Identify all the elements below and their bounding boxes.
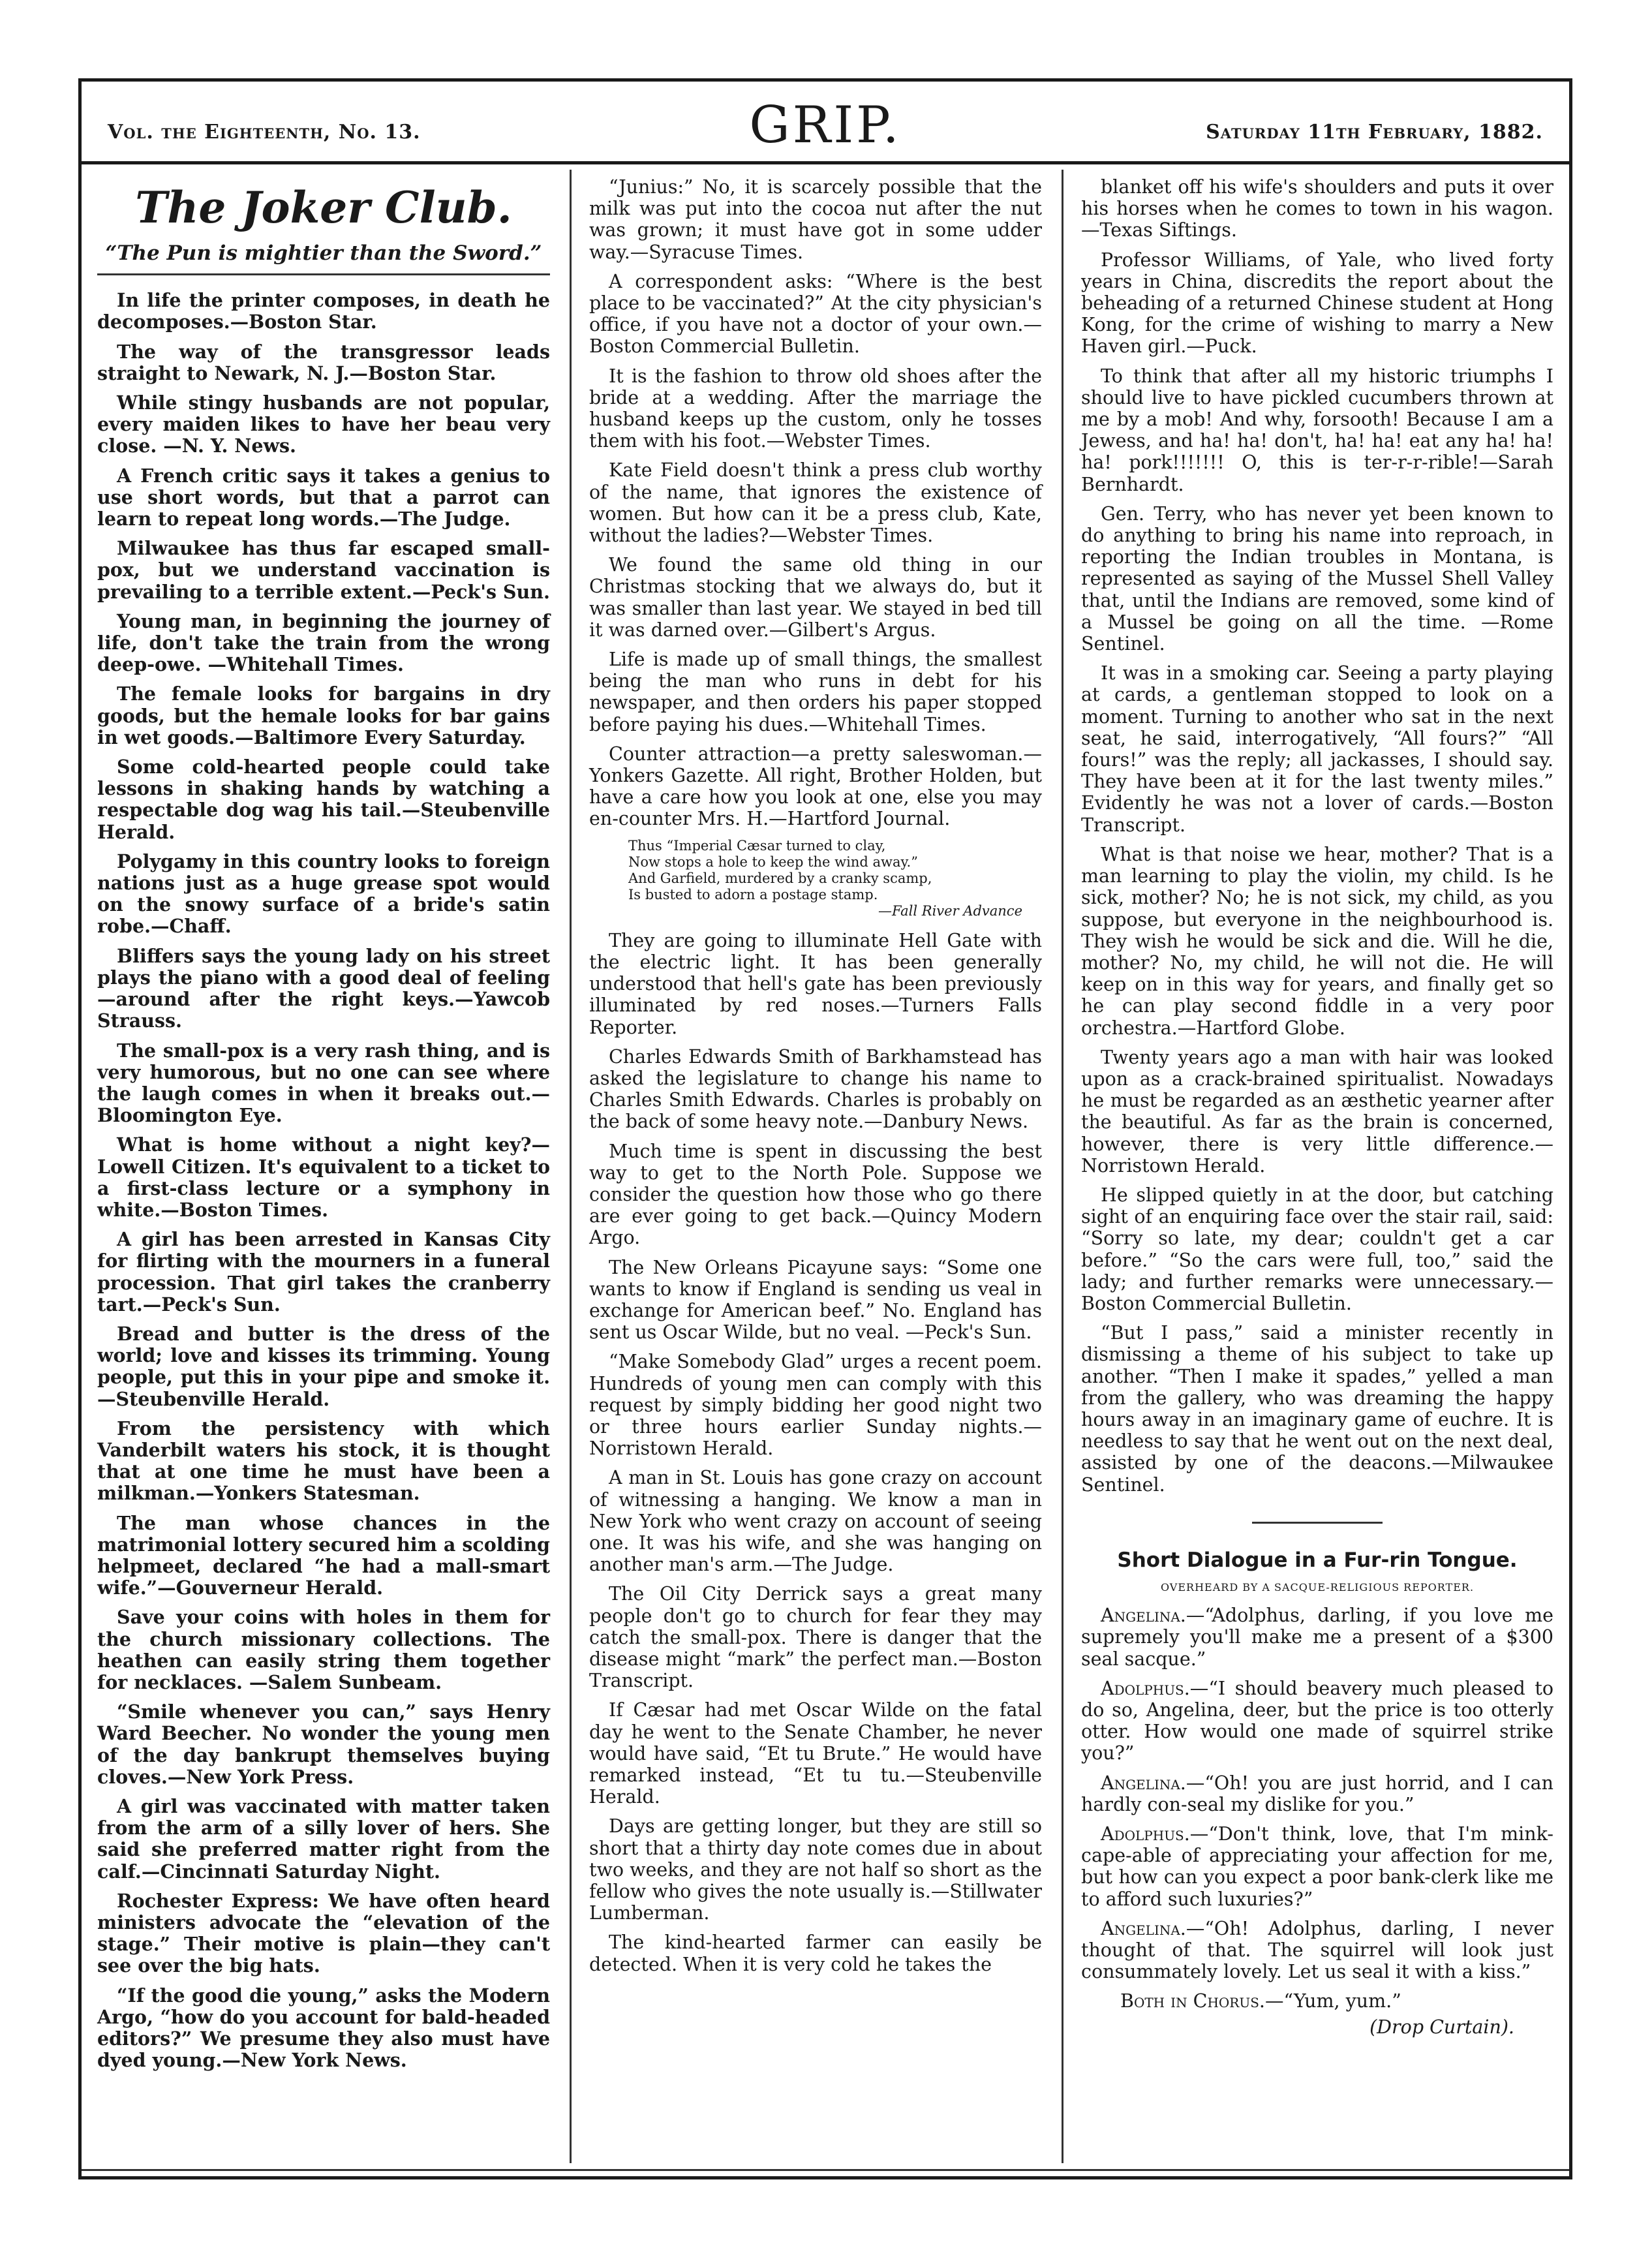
volume-number: Vol. the Eighteenth, No. 13. — [108, 121, 421, 144]
joke-item: “But I pass,” said a minister recently in dismissing a theme of his subject to take up another. “Then I make it spades,” yelled a man from the gallery, who was dreaming the happy hours away in an imaginary game of euchre. It is needless to say that he went out on the next deal, assisted by one of the deacons.—Milwaukee Sentinel. — [1081, 1322, 1553, 1496]
joke-item: The New Orleans Picayune says: “Some one wants to know if England is sending us veal in exchange for American beef.” No. England has sent us Oscar Wilde, but no veal. —Peck's Sun. — [589, 1256, 1042, 1344]
column-3 — [1065, 176, 1569, 2038]
joke-item: To think that after all my historic triumphs I should live to have pickled cucumbers thrown at me by a mob! And why, forsooth! Because I am a Jewess, and ha! ha! don't, ha! ha! eat any ha! ha! ha! pork!!!!!!! O, this is ter-r-r-rible!—Sarah Bernhardt. — [1081, 365, 1553, 495]
joke-item: The female looks for bargains in dry goods, but the hemale looks for bar gains in wet goods.—Baltimore Every Saturday. — [97, 683, 550, 748]
joke-item: Days are getting longer, but they are still so short that a thirty day note comes due in about two weeks, and they are not half so short as the fellow who gives the note usually is.—Stillwater Lumberman. — [589, 1815, 1042, 1924]
joke-item: “Smile whenever you can,” says Henry Ward Beecher. No wonder the young men of the day bankrupt themselves buying cloves.—New York Press. — [97, 1701, 550, 1788]
joke-item: The small-pox is a very rash thing, and is very humorous, but no one can see where the laugh comes in when it breaks out.—Bloomington Eye. — [97, 1039, 550, 1127]
dialogue-title: Short Dialogue in a Fur-rin Tongue. — [1117, 1548, 1518, 1572]
joke-item: What is home without a night key?—Lowell Citizen. It's equivalent to a ticket to a first-class lecture or a symphony in white.—Boston Times. — [97, 1133, 550, 1221]
joke-list — [97, 290, 550, 2071]
publication-title: GRIP. — [749, 96, 902, 155]
dialogue-text: “Oh! you are just horrid, and I can hardly con-seal my dislike for you.” — [1081, 1772, 1553, 1815]
joke-item: The kind-hearted farmer can easily be detected. When it is very cold he takes the — [589, 1932, 1042, 1975]
dialogue-chorus — [1081, 1990, 1553, 2012]
speaker-name: Both in Chorus.— — [1120, 1990, 1284, 2012]
joke-item: While stingy husbands are not popular, every maiden likes to have her beau very close. —N. Y. News. — [97, 392, 550, 457]
joke-item: Counter attraction—a pretty saleswoman.—Yonkers Gazette. All right, Brother Holden, but have a care how you look at one, else you may en-counter Mrs. H.—Hartford Journal. — [589, 743, 1042, 830]
section-separator — [1252, 1522, 1383, 1524]
section-heading: The Joker Club. — [135, 182, 512, 233]
bottom-rule — [82, 2169, 1569, 2171]
joke-item: “Junius:” No, it is scarcely possible that the milk was put into the cocoa nut after the nut was grown; it must have got in some udder way.—Syracuse Times. — [589, 176, 1042, 263]
joke-item: blanket off his wife's shoulders and puts it over his horses when he comes to town in his wagon. —Texas Siftings. — [1081, 176, 1553, 241]
poem-line: And Garfield, murdered by a cranky scamp, — [628, 870, 932, 886]
poem-line: Is busted to adorn a postage stamp. — [628, 886, 878, 902]
dialogue-line — [1081, 1678, 1553, 1764]
page-body — [82, 164, 1569, 2176]
joke-item: “If the good die young,” asks the Modern Argo, “how do you account for bald-headed editors?” We presume they also must have dyed young.—New York News. — [97, 1984, 550, 2072]
dialogue-subtitle: OVERHEARD BY A SACQUE-RELIGIOUS REPORTER. — [1160, 1580, 1475, 1593]
joke-item: The Oil City Derrick says a great many people don't go to church for fear they may catch the small-pox. There is danger that the disease might “mark” the perfect man.—Boston Transcript. — [589, 1583, 1042, 1692]
column-divider — [1062, 170, 1063, 2163]
speaker-name: Adolphus.— — [1101, 1823, 1209, 1845]
joke-item: A correspondent asks: “Where is the best place to be vaccinated?” At the city physician's office, if you have not a doctor of your own.—Boston Commercial Bulletin. — [589, 270, 1042, 358]
dialogue-text: “Oh! Adolphus, darling, I never thought of that. The squirrel will look just consummately lovely. Let us seal it with a kiss.” — [1081, 1917, 1553, 1983]
joke-item: Save your coins with holes in them for the church missionary collections. The heathen can easily string them together for necklaces. —Salem Sunbeam. — [97, 1606, 550, 1693]
joke-item: The man whose chances in the matrimonial lottery secured him a scolding helpmeet, declared “he had a mall-smart wife.”—Gouverneur Herald. — [97, 1511, 550, 1599]
column-2 — [574, 176, 1058, 1983]
joke-item: A French critic says it takes a genius to use short words, but that a parrot can learn to repeat long words.—The Judge. — [97, 464, 550, 531]
joke-item: A girl was vaccinated with matter taken from the arm of a silly lover of hers. She said she preferred matter right from the calf.—Cincinnati Saturday Night. — [97, 1795, 550, 1883]
poem-source: —Fall River Advance — [878, 902, 1022, 919]
joke-item: Bliffers says the young lady on his street plays the piano with a good deal of feeling—around after the right keys.—Yawcob Strauss. — [97, 944, 550, 1032]
column-1 — [82, 176, 566, 2079]
joke-item: The way of the transgressor leads straight to Newark, N. J.—Boston Star. — [97, 340, 550, 384]
chorus-text: “Yum, yum.” — [1283, 1990, 1401, 2012]
joke-item: He slipped quietly in at the door, but catching sight of an enquiring face over the stair rail, said: “Sorry so late, my dear; couldn't get a car before.” “So the cars were full, too,” said the lady; and further remarks were unnecessary.—Boston Commercial Bulletin. — [1081, 1184, 1553, 1314]
joke-item: It is the fashion to throw old shoes after the bride at a wedding. After the marriage the husband keeps up the custom, only he tosses them with his foot.—Webster Times. — [589, 365, 1042, 452]
issue-date: Saturday 11th February, 1882. — [1206, 121, 1543, 144]
joke-item: Rochester Express: We have often heard ministers advocate the “elevation of the stage.” Their motive is plain—they can't see over the big hats. — [97, 1889, 550, 1977]
joke-item: If Cæsar had met Oscar Wilde on the fatal day he went to the Senate Chamber, he never would have said, “Et tu Brute.” He would have remarked instead, “Et tu tu.—Steubenville Herald. — [589, 1699, 1042, 1808]
speaker-name: Adolphus.— — [1101, 1677, 1209, 1699]
dialogue-line — [1081, 1605, 1553, 1670]
poem-quote — [628, 838, 1042, 919]
joke-item: Charles Edwards Smith of Barkhamstead has asked the legislature to change his name to Charles Smith Edwards. Charles is probably on the back of some heavy note.—Danbury News. — [589, 1045, 1042, 1133]
joke-list — [1081, 176, 1553, 1496]
joke-item: Much time is spent in discussing the best way to get to the North Pole. Suppose we consider the question how those who go there are ever going to get back.—Quincy Modern Argo. — [589, 1140, 1042, 1249]
joke-item: From the persistency with which Vanderbilt waters his stock, it is thought that at one time he must have been a milkman.—Yonkers Statesman. — [97, 1417, 550, 1505]
poem-line: Now stops a hole to keep the wind away.” — [628, 854, 918, 870]
speaker-name: Angelina.— — [1101, 1772, 1205, 1794]
joke-list — [589, 930, 1042, 1975]
joke-item: They are going to illuminate Hell Gate with the electric light. It has been generally understood that hell's gate has been previously illuminated by red noses.—Turners Falls Reporter. — [589, 929, 1042, 1038]
joke-item: Milwaukee has thus far escaped small-pox, but we understand vaccination is prevailing to a terrible extent.—Peck's Sun. — [97, 537, 550, 603]
joke-item: Gen. Terry, who has never yet been known to do anything to bring his name into reproach, in reporting the Indian troubles in Montana, is represented as saying of the Mussel Shell Valley that, until the Indians are removed, some kind of a Mussel be going on all the time. —Rome Sentinel. — [1081, 502, 1553, 655]
joke-item: It was in a smoking car. Seeing a party playing at cards, a gentleman stopped to look on a moment. Turning to another who sat in the next seat, he said, interrogatively, “All fours?” “All fours!” was the reply; all jackasses, I should say. They have been at it for the last twenty miles.” Evidently he was not a lover of cards.—Boston Transcript. — [1081, 662, 1553, 836]
masthead — [82, 82, 1569, 164]
joke-item: Some cold-hearted people could take lessons in shaking hands by watching a respectable dog wag his tail.—Steubenville Herald. — [97, 756, 550, 843]
joke-item: Bread and butter is the dress of the world; love and kisses its trimming. Young people, put this in your pipe and smoke it.—Steubenville Herald. — [97, 1322, 550, 1410]
joke-item: Young man, in beginning the journey of life, don't take the train from the wrong deep-owe. —Whitehall Times. — [97, 609, 550, 676]
dialogue-line — [1081, 1918, 1553, 1983]
joke-item: Twenty years ago a man with hair was looked upon as a crack-brained spiritualist. Nowadays he must be regarded as an æsthetic yearner after the beautiful. As far as the brain is concerned, however, there is very little difference.—Norristown Herald. — [1081, 1046, 1553, 1177]
joke-list — [589, 176, 1042, 830]
joke-item: Kate Field doesn't think a press club worthy of the name, that ignores the existence of women. But how can it be a press club, Kate, without the ladies?—Webster Times. — [589, 459, 1042, 547]
joke-item: Professor Williams, of Yale, who lived forty years in China, discredits the report about the beheading of a returned Chinese student at Hong Kong, for the crime of wishing to marry a New Haven girl.—Puck. — [1081, 249, 1553, 358]
section-motto: “The Pun is mightier than the Sword.” — [97, 243, 550, 275]
dialogue-line — [1081, 1772, 1553, 1815]
speaker-name: Angelina.— — [1101, 1917, 1205, 1939]
joke-item: A girl has been arrested in Kansas City for flirting with the mourners in a funeral procession. That girl takes the cranberry tart.—Peck's Sun. — [97, 1228, 550, 1316]
dialogue-text: “Don't think, love, that I'm mink-cape-able of appreciating your affection for me, but how can you expect a poor bank-clerk like me to afford such luxuries?” — [1081, 1823, 1553, 1910]
joke-item: In life the printer composes, in death he decomposes.—Boston Star. — [97, 289, 550, 333]
joke-item: “Make Somebody Glad” urges a recent poem. Hundreds of young men can comply with this request by simply bidding her good night two or three hours earlier Sunday nights.—Norristown Herald. — [589, 1351, 1042, 1460]
joke-item: We found the same old thing in our Christmas stocking that we always do, but it was smaller than last year. We stayed in bed till it was darned over.—Gilbert's Argus. — [589, 554, 1042, 641]
column-divider — [570, 170, 572, 2163]
dialogue-text: “Adolphus, darling, if you love me supremely you'll make me a present of a $300 seal sacque.” — [1081, 1605, 1553, 1670]
dialogue-line — [1081, 1823, 1553, 1910]
joke-item: Life is made up of small things, the smallest being the man who runs in debt for his newspaper, and then orders his paper stopped before paying his dues.—Whitehall Times. — [589, 649, 1042, 735]
dialogue-text: “I should beavery much pleased to do so, Angelina, deer, but the price is too otterly otter. How would one made of squirrel strike you?” — [1081, 1677, 1553, 1764]
joke-item: Polygamy in this country looks to foreign nations just as a huge grease spot would on the snowy surface of a bride's satin robe.—Chaff. — [97, 850, 550, 938]
poem-line: Thus “Imperial Cæsar turned to clay, — [628, 837, 886, 854]
dialogue-lines — [1081, 1605, 1553, 1982]
joke-item: A man in St. Louis has gone crazy on account of witnessing a hanging. We know a man in New York who went crazy on account of seeing one. It was his wife, and she was hanging on another man's arm.—The Judge. — [589, 1467, 1042, 1576]
newspaper-page — [78, 78, 1572, 2179]
speaker-name: Angelina.— — [1101, 1605, 1205, 1627]
joke-item: What is that noise we hear, mother? That is a man learning to play the violin, my child. Is he sick, mother? No; he is not sick, my child, as you suppose, but everyone in the neighbourhood is. They wish he would be sick and die. Will he die, mother? No, my child, he will not die. He will keep on in this way for years, and finally get so he can play second fiddle in a very poor orchestra.—Hartford Globe. — [1081, 843, 1553, 1039]
drop-curtain: (Drop Curtain). — [1369, 2016, 1514, 2038]
